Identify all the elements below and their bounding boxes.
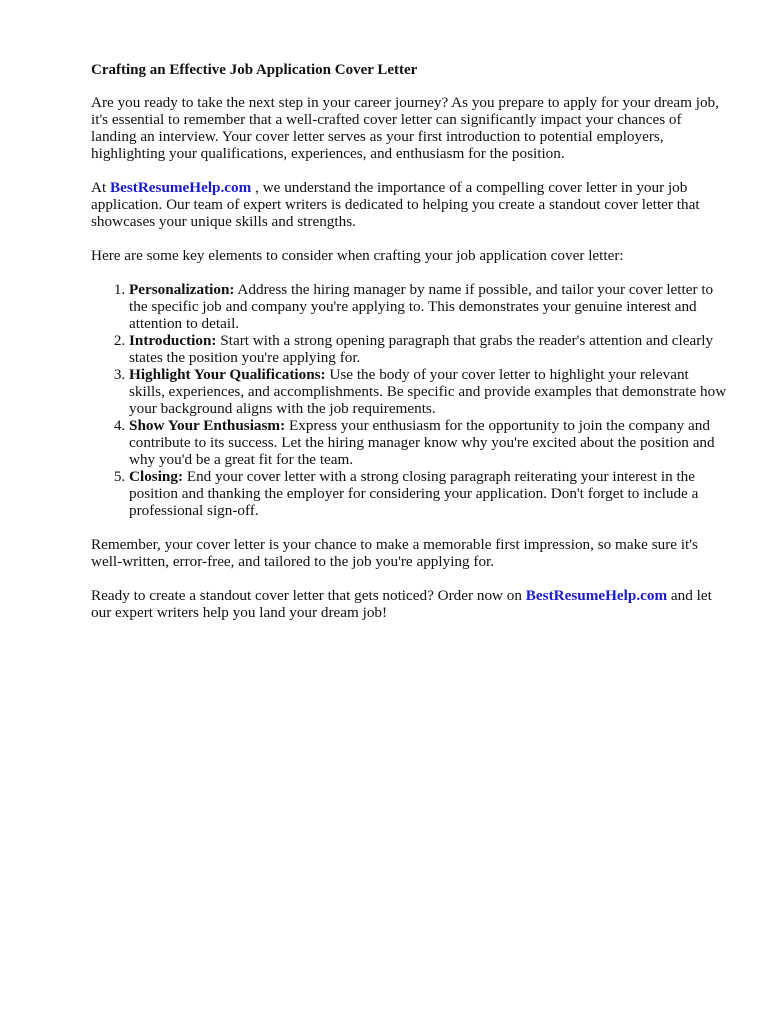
cta-bestresumehelp-link[interactable]: BestResumeHelp.com	[525, 587, 668, 604]
list-intro: Here are some key elements to consider when crafting your job application cover letter:	[91, 247, 624, 264]
item-term: Personalization:	[129, 281, 235, 298]
item-term: Introduction:	[129, 332, 217, 349]
item-text: Use the body of your cover letter to highlight your relevant skills, experiences, and accomplishments. Be specific and provide examples that demonstrate how your background aligns with the job requirements.	[129, 366, 727, 417]
item-text: Express your enthusiasm for the opportunity to join the company and contribute to its success. Let the hiring manager know why you're excited about the position and why you'd be a great fit for the team.	[129, 417, 715, 468]
list-item	[129, 468, 728, 519]
item-term: Show Your Enthusiasm:	[129, 417, 286, 434]
remember-paragraph: Remember, your cover letter is your chance to make a memorable first impression, so make sure it's well-written, error-free, and tailored to the job you're applying for.	[91, 536, 698, 570]
service-paragraph	[91, 179, 728, 230]
item-text: End your cover letter with a strong closing paragraph reiterating your interest in the position and thanking the employer for considering your application. Don't forget to include a professional sign-off.	[129, 468, 699, 519]
service-suffix: , we understand the importance of a compelling cover letter in your job application. Our team of expert writers is dedicated to helping you create a standout cover letter that showcases your unique skills and strengths.	[91, 179, 700, 230]
service-prefix: At	[91, 179, 110, 196]
list-item	[129, 332, 728, 366]
list-item	[129, 366, 728, 417]
item-term: Closing:	[129, 468, 184, 485]
list-item	[129, 281, 728, 332]
key-elements-list	[91, 281, 728, 519]
list-item	[129, 417, 728, 468]
intro-paragraph: Are you ready to take the next step in your career journey? As you prepare to apply for your dream job, it's essential to remember that a well-crafted cover letter can significantly impact your chances of landing an interview. Your cover letter serves as your first introduction to potential employers, highlighting your qualifications, experiences, and enthusiasm for the position.	[91, 94, 719, 162]
document-title: Crafting an Effective Job Application Cover Letter	[91, 62, 418, 78]
item-term: Highlight Your Qualifications:	[129, 366, 326, 383]
cta-suffix: and let our expert writers help you land your dream job!	[91, 587, 712, 621]
bestresumehelp-link[interactable]: BestResumeHelp.com	[109, 179, 252, 196]
cta-paragraph	[91, 587, 728, 621]
item-text: Start with a strong opening paragraph that grabs the reader's attention and clearly states the position you're applying for.	[129, 332, 714, 366]
cta-prefix: Ready to create a standout cover letter that gets noticed? Order now on	[91, 587, 526, 604]
item-text: Address the hiring manager by name if possible, and tailor your cover letter to the specific job and company you're applying to. This demonstrates your genuine interest and attention to detail.	[129, 281, 714, 332]
